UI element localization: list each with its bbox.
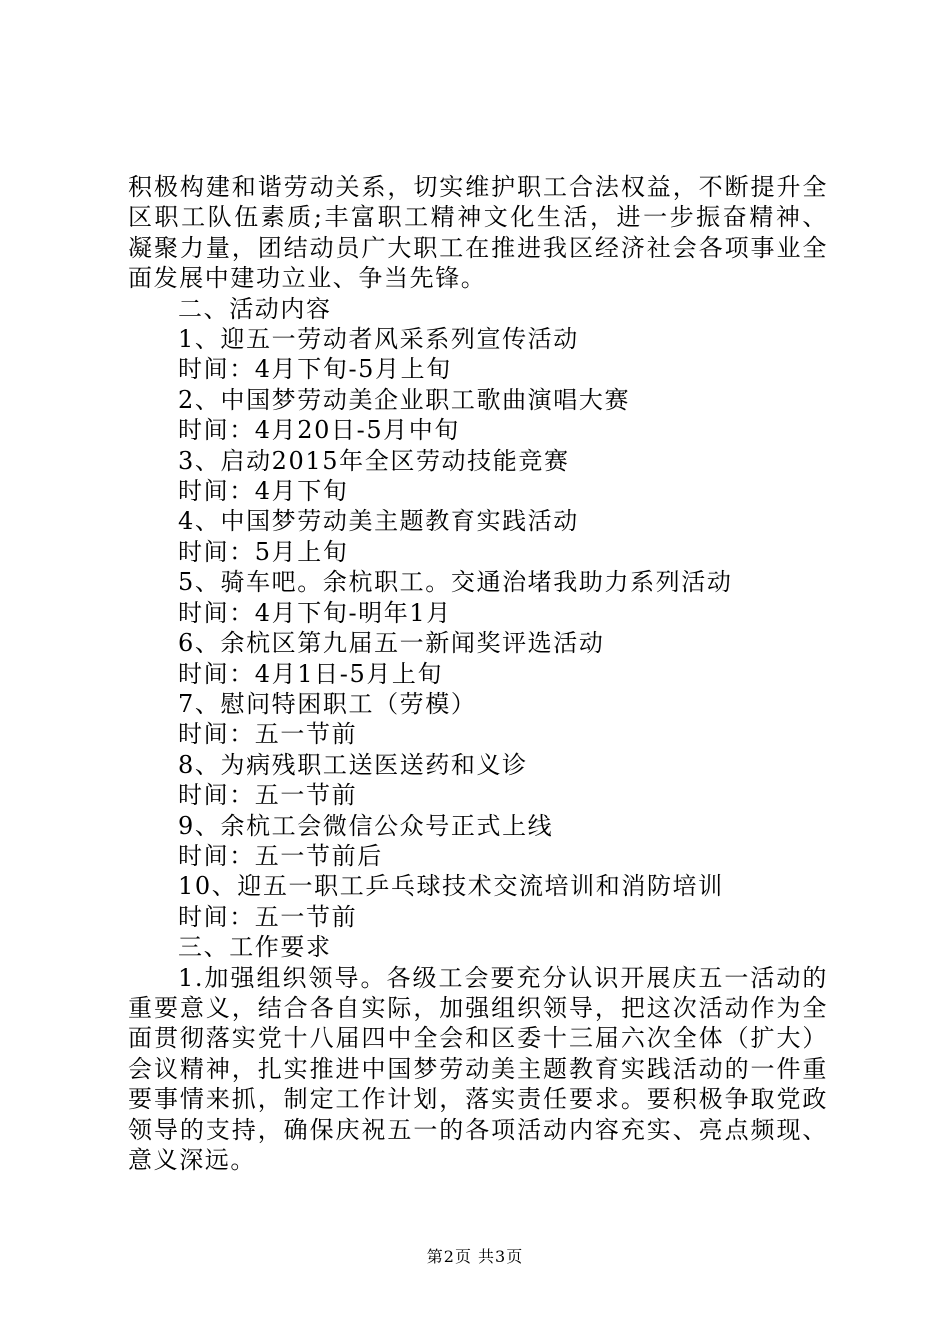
activity-item-title: 2、中国梦劳动美企业职工歌曲演唱大赛	[178, 385, 631, 414]
activity-item-time: 时间：4月下旬	[178, 477, 349, 506]
page-footer: 第2页 共3页	[426, 1247, 524, 1266]
activity-item-title: 5、骑车吧。余杭职工。交通治堵我助力系列活动	[178, 568, 733, 597]
document-body	[128, 172, 828, 1175]
intro-paragraph: 积极构建和谐劳动关系，切实维护职工合法权益，不断提升全区职工队伍素质;丰富职工精神文化生活，进一步振奋精神、凝聚力量，团结动员广大职工在推进我区经济社会各项事业全面发展中建功立业、争当先锋。	[128, 173, 828, 293]
activity-item-title: 6、余杭区第九届五一新闻奖评选活动	[178, 629, 605, 658]
section-heading-activities: 二、活动内容	[178, 294, 332, 323]
activity-item-time: 时间：五一节前	[178, 781, 358, 810]
activity-item-time: 时间：五一节前	[178, 720, 358, 749]
activity-item-time: 时间：4月1日-5月上旬	[178, 659, 444, 688]
activity-item-title: 7、慰问特困职工（劳模）	[178, 689, 477, 718]
activity-item-time: 时间：5月上旬	[178, 537, 349, 566]
activity-item-title: 9、余杭工会微信公众号正式上线	[178, 811, 554, 840]
requirement-paragraph: 1.加强组织领导。各级工会要充分认识开展庆五一活动的重要意义，结合各自实际，加强组织领导，把这次活动作为全面贯彻落实党十八届四中全会和区委十三届六次全体（扩大）会议精神，扎实推进中国梦劳动美主题教育实践活动的一件重要事情来抓，制定工作计划，落实责任要求。要积极争取党政领导的支持，确保庆祝五一的各项活动内容充实、亮点频现、意义深远。	[128, 963, 828, 1174]
activity-item-time: 时间：4月下旬-5月上旬	[178, 355, 452, 384]
activity-item-time: 时间：五一节前后	[178, 841, 383, 870]
activity-item-title: 8、为病残职工送医送药和义诊	[178, 750, 528, 779]
activity-item-title: 4、中国梦劳动美主题教育实践活动	[178, 507, 579, 536]
activity-item-title: 1、迎五一劳动者风采系列宣传活动	[178, 325, 579, 354]
activity-item-time: 时间：五一节前	[178, 902, 358, 931]
activity-item-title: 10、迎五一职工乒乓球技术交流培训和消防培训	[178, 872, 724, 901]
activity-item-title: 3、启动2015年全区劳动技能竞赛	[178, 446, 570, 475]
section-heading-requirements: 三、工作要求	[178, 933, 332, 962]
activity-item-time: 时间：4月20日-5月中旬	[178, 416, 460, 445]
activity-item-time: 时间：4月下旬-明年1月	[178, 598, 452, 627]
